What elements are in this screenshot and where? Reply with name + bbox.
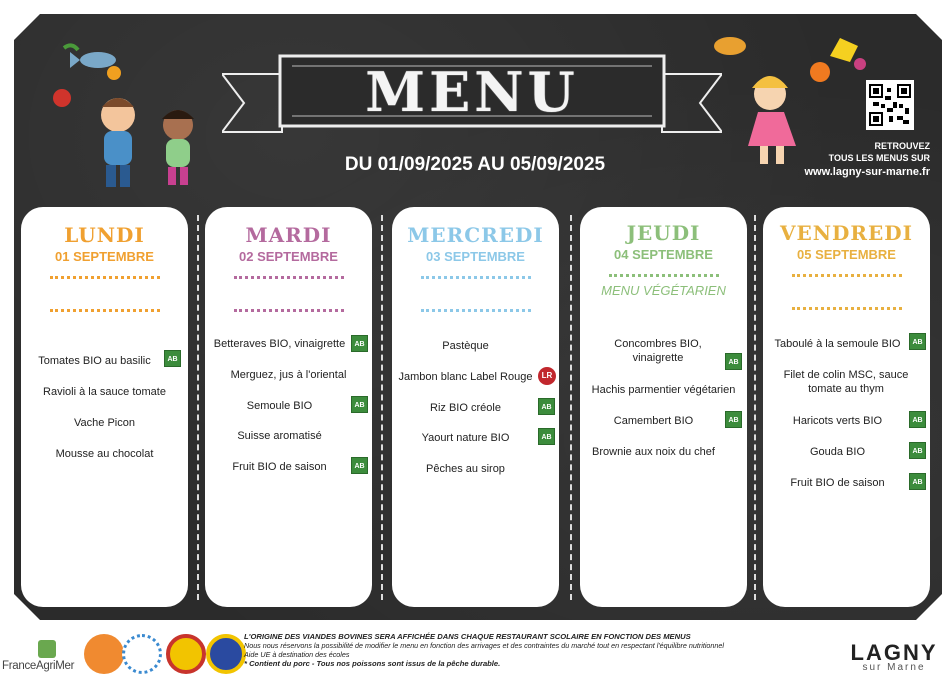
menu-item: Fruit BIO de saison xyxy=(232,461,327,473)
date-range: DU 01/09/2025 AU 05/09/2025 xyxy=(344,154,606,175)
menu-item: Pastèque xyxy=(442,340,489,352)
dotted-divider xyxy=(50,309,160,312)
menu-item: Gouda BIO xyxy=(809,446,866,458)
dotted-divider xyxy=(50,276,160,279)
day-card-lundi xyxy=(21,207,188,607)
footer-notes xyxy=(244,632,844,668)
dotted-divider xyxy=(234,309,344,312)
retrouvez-line2: TOUS LES MENUS SUR xyxy=(828,153,930,163)
dotted-divider xyxy=(609,274,719,277)
menu-item: Hachis parmentier végétarien xyxy=(591,384,736,396)
day-date: 05 SEPTEMBRE xyxy=(797,247,896,262)
menu-item: Merguez, jus à l'oriental xyxy=(230,369,347,381)
menu-item: Jambon blanc Label Rouge xyxy=(398,371,533,383)
bio-ab-icon: AB xyxy=(351,335,368,352)
website-link[interactable]: www.lagny-sur-marne.fr xyxy=(804,166,930,178)
retrouvez-line1: RETROUVEZ xyxy=(874,141,930,151)
column-separator xyxy=(570,215,572,600)
menu-item: Pêches au sirop xyxy=(426,463,505,475)
menu-item: Mousse au chocolat xyxy=(55,448,154,460)
igp-logo xyxy=(206,634,246,674)
fruits-legumes-ecole-logo xyxy=(84,634,124,674)
bio-ab-icon: AB xyxy=(725,353,742,370)
children-boy-girl-illustration xyxy=(90,85,220,195)
menu-item: Tomates BIO au basilic xyxy=(38,355,151,367)
bio-ab-icon: AB xyxy=(538,398,555,415)
day-name: MARDI xyxy=(245,223,332,247)
day-name: LUNDI xyxy=(64,223,145,247)
day-card-mardi xyxy=(205,207,372,607)
bio-ab-icon: AB xyxy=(909,473,926,490)
bio-ab-icon: AB xyxy=(351,396,368,413)
qr-code-icon xyxy=(869,83,911,127)
menu-item: Betteraves BIO, vinaigrette xyxy=(213,338,346,350)
day-card-vendredi xyxy=(763,207,930,607)
lagny-logo xyxy=(848,640,940,673)
bio-ab-icon: AB xyxy=(909,333,926,350)
lait-produits-laitiers-ecole-logo xyxy=(122,634,162,674)
day-date: 04 SEPTEMBRE xyxy=(614,247,713,262)
footer-line-porc: * Contient du porc - Tous nos poissons sont issus de la pêche durable. xyxy=(244,659,501,668)
menu-item: Concombres BIO, vinaigrette xyxy=(614,338,702,364)
dotted-divider xyxy=(421,309,531,312)
day-card-jeudi xyxy=(580,207,747,607)
menu-item: Vache Picon xyxy=(74,417,135,429)
qr-code xyxy=(866,80,914,130)
dotted-divider xyxy=(234,276,344,279)
day-date: 02 SEPTEMBRE xyxy=(239,249,338,264)
dotted-divider xyxy=(421,276,531,279)
bio-ab-icon: AB xyxy=(164,350,181,367)
menu-item: Filet de colin MSC, sauce tomate au thym xyxy=(783,369,909,395)
menu-item: Semoule BIO xyxy=(246,400,313,412)
retrouvez-info xyxy=(760,140,930,178)
bio-ab-icon: AB xyxy=(725,411,742,428)
menu-title: MENU xyxy=(365,60,579,124)
bio-ab-icon: AB xyxy=(538,428,555,445)
menu-vegetarien-subtitle: MENU VÉGÉTARIEN xyxy=(601,283,726,298)
lagny-logo-subtext: sur Marne xyxy=(862,662,926,673)
menu-item: Camembert BIO xyxy=(613,415,694,427)
menu-item: Brownie aux noix du chef xyxy=(592,446,715,458)
dotted-divider xyxy=(792,307,902,310)
day-date: 03 SEPTEMBRE xyxy=(426,249,525,264)
aop-logo xyxy=(166,634,206,674)
footer-line-aide-ue: Aide UE à destination des écoles xyxy=(244,650,350,659)
footer-line-origine: L'ORIGINE DES VIANDES BOVINES SERA AFFICHÉE DANS CHAQUE RESTAURANT SCOLAIRE EN FONCTION DES MENUS xyxy=(244,632,691,641)
day-date: 01 SEPTEMBRE xyxy=(55,249,154,264)
menu-item: Taboulé à la semoule BIO xyxy=(774,338,901,350)
day-name: JEUDI xyxy=(626,221,701,245)
menu-banner xyxy=(222,46,722,146)
day-name: MERCREDI xyxy=(407,223,544,247)
menu-item: Suisse aromatisé xyxy=(237,430,322,442)
footer-line-reserve: Nous nous réservons la possibilité de modifier le menu en fonction des arrivages et des contraintes du marché tout en respectant l'équilibre nutritionnel xyxy=(244,641,725,650)
menu-item: Riz BIO créole xyxy=(430,402,501,414)
dotted-divider xyxy=(792,274,902,277)
menu-item: Ravioli à la sauce tomate xyxy=(43,386,166,398)
menu-item: Fruit BIO de saison xyxy=(790,477,885,489)
day-name: VENDREDI xyxy=(780,221,913,245)
column-separator xyxy=(754,215,756,600)
bio-ab-icon: AB xyxy=(909,442,926,459)
label-rouge-icon: LR xyxy=(538,367,556,385)
menu-item: Haricots verts BIO xyxy=(792,415,883,427)
bio-ab-icon: AB xyxy=(909,411,926,428)
lagny-logo-text: LAGNY xyxy=(850,640,938,665)
franceagrimer-logo: FranceAgriMer xyxy=(2,660,75,672)
menu-item: Yaourt nature BIO xyxy=(421,432,510,444)
franceagrimer-icon xyxy=(38,640,56,658)
bio-ab-icon: AB xyxy=(351,457,368,474)
day-card-mercredi xyxy=(392,207,559,607)
